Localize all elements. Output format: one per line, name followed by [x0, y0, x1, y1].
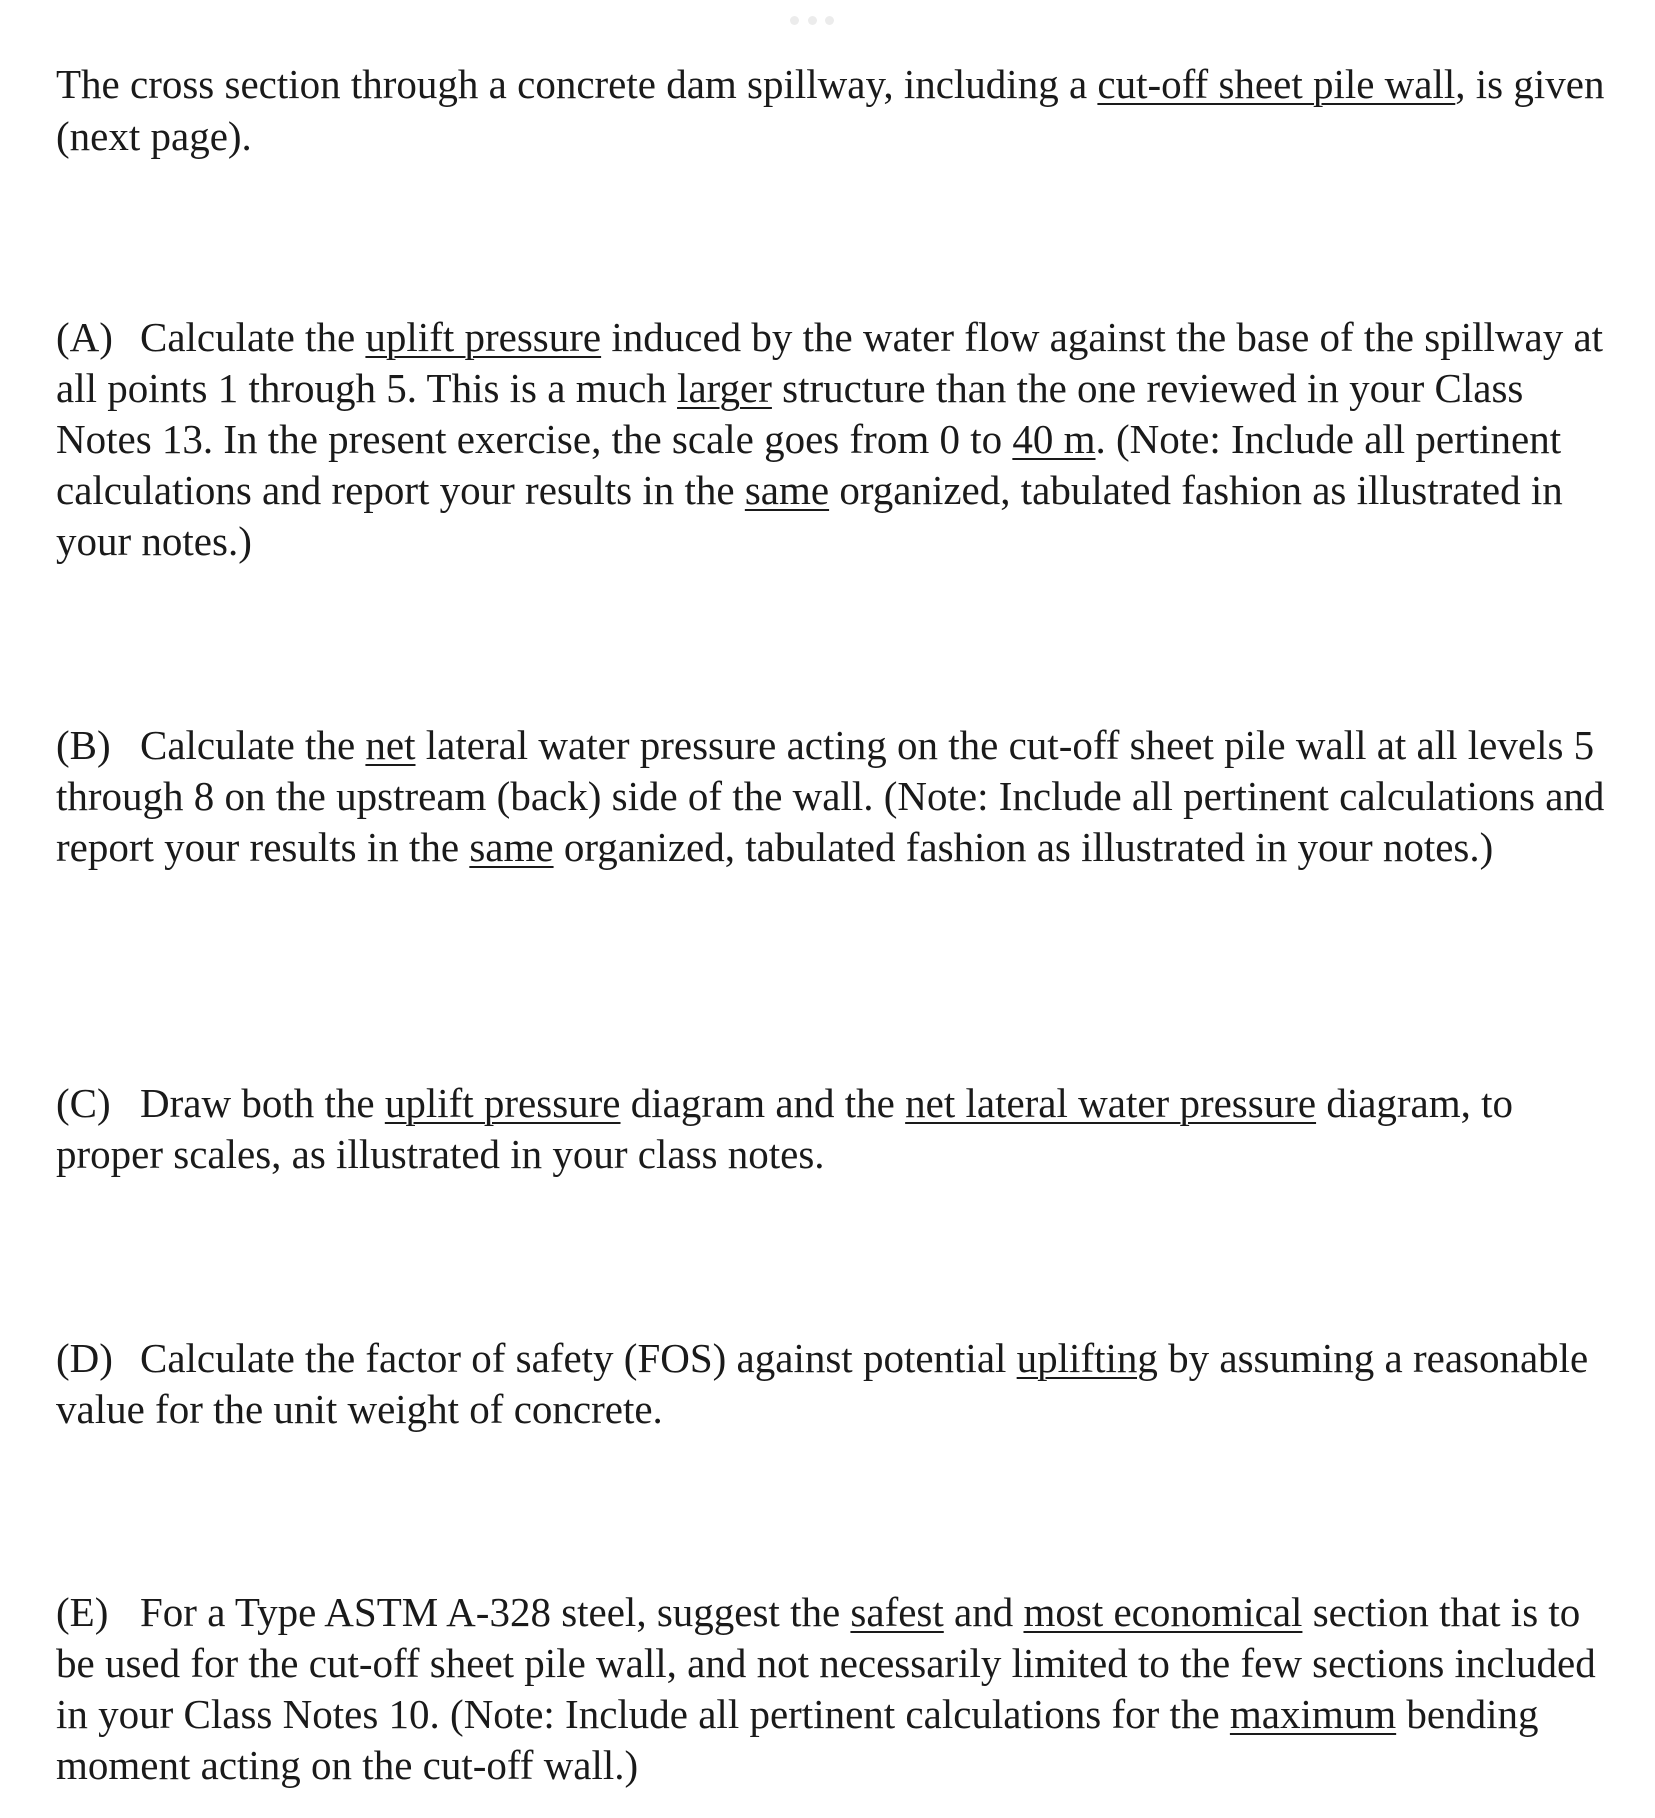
- question-a: (A) Calculate the uplift pressure induced by the water flow against the base of the spillway at all points 1 through 5. This is a much larger structure than the one reviewed in your Class Notes 13. In the present exercise, the scale goes from 0 to 40 m. (Note: Include all pertinent calculations and report your results in the same organized, tabulated fashion as illustrated in your notes.): [56, 314, 1604, 564]
- question-e: (E) For a Type ASTM A-328 steel, suggest the safest and most economical section that is to be used for the cut-off sheet pile wall, and not necessarily limited to the few sections included in your Class Notes 10. (Note: Include all pertinent calculations for the maximum bending moment acting on the cut-off wall.): [56, 1589, 1596, 1788]
- question-c: (C) Draw both the uplift pressure diagram and the net lateral water pressure diagram, to proper scales, as illustrated in your class notes.: [56, 1080, 1514, 1177]
- question-marker: (D): [56, 1335, 113, 1381]
- intro-text-end: , is given (next page).: [56, 61, 1605, 159]
- intro-term-cutoff-wall: cut-off sheet pile wall: [1097, 61, 1456, 107]
- intro-paragraph: [56, 58, 1616, 162]
- question-b: (B) Calculate the net lateral water pressure acting on the cut-off sheet pile wall at all levels 5 through 8 on the upstream (back) side of the wall. (Note: Include all pertinent calculations and report your results in the same organized, tabulated fashion as illustrated in your notes.): [56, 722, 1605, 870]
- question-d: (D) Calculate the factor of safety (FOS) against potential uplifting by assuming a reasonable value for the unit weight of concrete.: [56, 1335, 1589, 1432]
- more-options-icon[interactable]: [790, 14, 834, 26]
- intro-text-start: The cross section through a concrete dam spillway, including a: [56, 61, 1098, 107]
- question-marker: (B): [56, 722, 111, 768]
- question-marker: (C): [56, 1080, 111, 1126]
- question-marker: (E): [56, 1589, 109, 1635]
- question-marker: (A): [56, 314, 113, 360]
